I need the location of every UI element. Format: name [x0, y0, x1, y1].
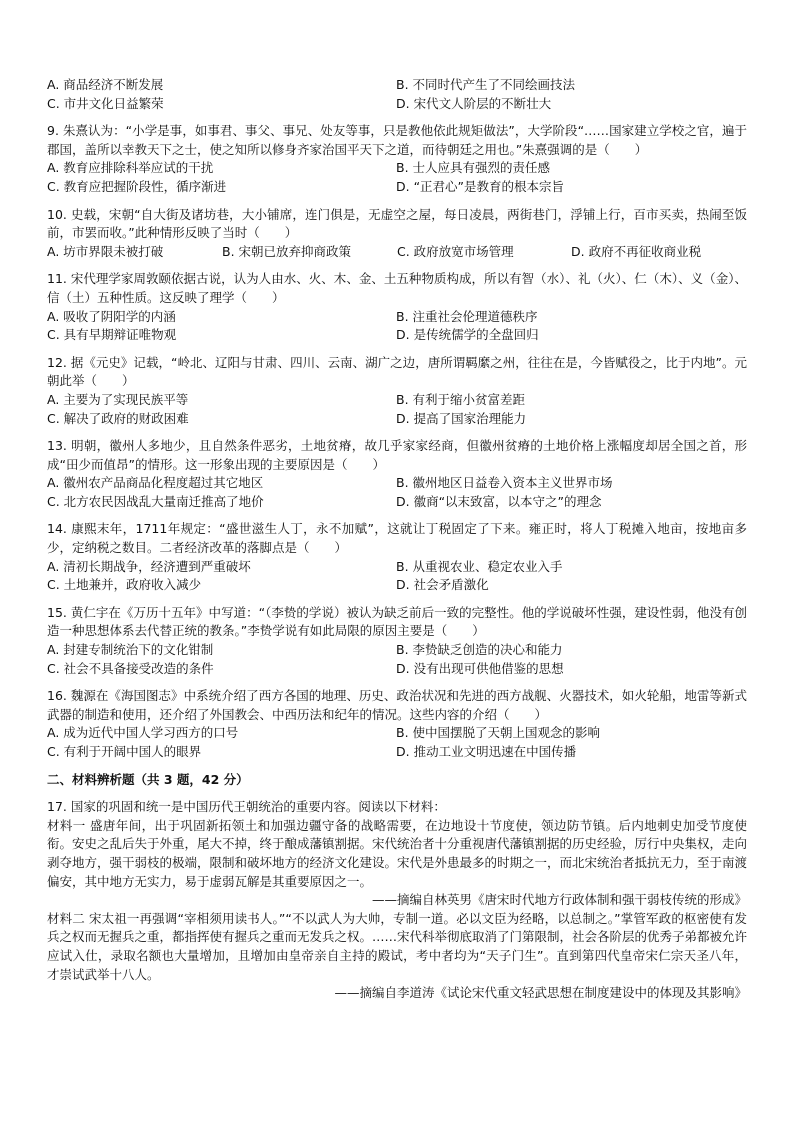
option-d: D. 提高了国家治理能力 — [396, 410, 527, 426]
option-a: A. 清初长期战争，经济遭到严重破坏 — [47, 558, 251, 574]
option-d: D. 社会矛盾激化 — [396, 577, 489, 593]
option-d: D. 政府不再征收商业税 — [571, 243, 702, 259]
option-b: B. 使中国摆脱了天朝上国观念的影响 — [396, 725, 601, 741]
option-a: A. 主要为了实现民族平等 — [47, 391, 189, 407]
option-d: D. “正君心”是教育的根本宗旨 — [396, 178, 565, 194]
question-stem: 17. 国家的巩固和统一是中国历代王朝统治的重要内容。阅读以下材料： — [47, 799, 446, 815]
question-11 — [47, 270, 747, 344]
option-b: B. 徽州地区日益卷入资本主义世界市场 — [396, 475, 613, 491]
option-a: A. 吸收了阴阳学的内涵 — [47, 308, 176, 324]
option-d: D. 没有出现可供他借鉴的思想 — [396, 660, 564, 676]
option-row — [47, 743, 747, 762]
material-2-source: ——摘编自李道涛《试论宋代重文轻武思想在制度建设中的体现及其影响》 — [334, 985, 747, 1001]
option-row — [47, 724, 747, 743]
option-c: C. 教育应把握阶段性，循序渐进 — [47, 178, 227, 194]
option-a: A. 成为近代中国人学习西方的口号 — [47, 725, 239, 741]
option-b: B. 宋朝已放弃抑商政策 — [222, 243, 352, 259]
option-b: B. 李贽缺乏创造的决心和能力 — [396, 642, 563, 658]
material-1: 材料一 盛唐年间，出于巩固新拓领土和加强边疆守备的战略需要，在边地设十节度使，领边防节镇。后内地刺史加受节度使衔。安史之乱后失于外重，尾大不掉，终于酿成藩镇割据。宋代统治者十分重视唐代藩镇割据的历史经验，厉行中央集权，走向剥夺地方，强干弱枝的极端，限制和破坏地方的经济文化建设。宋代是外患最多的时期之一，而北宋统治者抵抗无力，至于南渡偏安，其中地方无实力，易于虚弱瓦解是其重要原因之一。 — [47, 817, 748, 889]
question-stem: 9. 朱熹认为：“小学是事，如事君、事父、事兄、处友等事，只是教他依此规矩做法”，大学阶段“……国家建立学校之官，遍于郡国，盖所以幸教天下之士，使之知所以修身齐家治国平天下之道，而待朝廷之用也。”朱熹强调的是（ ） — [47, 123, 747, 157]
option-d: D. 徽商“以末致富，以本守之”的理念 — [396, 493, 602, 509]
question-13 — [47, 437, 747, 511]
question-stem: 12. 据《元史》记载，“岭北、辽阳与甘肃、四川、云南、湖广之边，唐所谓羁縻之州，往往在是，今皆赋役之，比于内地”。元朝此举（ ） — [47, 354, 747, 389]
option-a: A. 封建专制统治下的文化钳制 — [47, 642, 214, 658]
material-1-source: ——摘编自林英男《唐宋时代地方行政体制和强干弱枝传统的形成》 — [371, 892, 747, 908]
option-d: D. 是传统儒学的全盘回归 — [396, 327, 539, 343]
option-row — [47, 326, 747, 345]
question-stem: 10. 史载，宋朝“自大街及诸坊巷，大小铺席，连门俱是，无虚空之屋，每日凌晨，两街巷门，浮铺上行，百市买卖，热闹至饭前，市罢而收。”此种情形反映了当时（ ） — [47, 206, 747, 241]
question-stem: 15. 黄仁宇在《万历十五年》中写道：“（李贽的学说）被认为缺乏前后一致的完整性。他的学说破坏性强，建设性弱，他没有创造一种思想体系去代替正统的教条。”李贽学说有如此局限的原因主要是（ ） — [47, 604, 747, 639]
option-row — [47, 159, 747, 178]
question-stem: 14. 康熙末年，1711年规定：“盛世滋生人丁，永不加赋”，这就让丁税固定了下来。雍正时，将人丁税摊入地亩，按地亩多少，定纳税之数目。二者经济改革的落脚点是（ ） — [47, 521, 747, 556]
question-15 — [47, 604, 747, 678]
option-row — [47, 474, 747, 493]
option-c: C. 土地兼并，政府收入减少 — [47, 577, 202, 593]
question-stem: 11. 宋代理学家周敦颐依据古说，认为人由水、火、木、金、土五种物质构成，所以有智（水）、礼（火）、仁（木）、义（金）、信（土）五种性质。这反映了理学（ ） — [47, 271, 747, 305]
option-c: C. 社会不具备接受改造的条件 — [47, 660, 214, 676]
option-c: C. 具有早期辩证唯物观 — [47, 327, 177, 343]
question-10 — [47, 206, 747, 262]
option-b: B. 注重社会伦理道德秩序 — [396, 308, 538, 324]
option-row — [47, 410, 747, 429]
question-14 — [47, 520, 747, 594]
option-c: C. 政府放宽市场管理 — [397, 243, 514, 259]
exam-page — [47, 76, 747, 1003]
option-row — [47, 641, 747, 660]
option-a: A. 教育应排除科举应试的干扰 — [47, 160, 214, 176]
question-16 — [47, 687, 747, 761]
option-row — [47, 76, 747, 95]
option-b: B. 有利于缩小贫富差距 — [396, 391, 526, 407]
material-2: 材料二 宋太祖一再强调“宰相须用读书人。”“不以武人为大帅，专制一道。必以文臣为经略，以总制之。”掌管军政的枢密使有发兵之权而无握兵之重，都指挥使有握兵之重而无发兵之权。……宋代科举彻底取消了门第限制，社会各阶层的优秀子弟都被允许应试入仕，录取名额也大量增加，且增加由皇帝亲自主持的殿试，考中者均为“天子门生”。直到第四代皇帝宋仁宗天圣八年，才崇试武举十八人。 — [47, 910, 748, 982]
option-row — [47, 178, 747, 197]
option-row — [47, 660, 747, 679]
question-8-options-partial — [47, 76, 747, 113]
option-b: B. 士人应具有强烈的责任感 — [396, 160, 551, 176]
option-b: B. 不同时代产生了不同绘画技法 — [396, 77, 576, 92]
option-row — [47, 391, 747, 410]
option-c: C. 市井文化日益繁荣 — [47, 95, 164, 111]
option-a: A. 坊市界限未被打破 — [47, 243, 164, 259]
option-d: D. 宋代文人阶层的不断壮大 — [396, 95, 552, 111]
option-c: C. 解决了政府的财政困难 — [47, 410, 189, 426]
question-9 — [47, 122, 747, 196]
question-stem: 13. 明朝，徽州人多地少，且自然条件恶劣，土地贫瘠，故几乎家家经商，但徽州贫瘠的土地价格上涨幅度却居全国之首，形成“田少而值昂”的情形。这一形象出现的主要原因是（ ） — [47, 438, 747, 472]
option-c: C. 有利于开阔中国人的眼界 — [47, 744, 202, 759]
option-row — [47, 558, 747, 577]
option-row — [47, 243, 747, 262]
option-row — [47, 95, 747, 114]
option-d: D. 推动工业文明迅速在中国传播 — [396, 744, 577, 759]
option-c: C. 北方农民因战乱大量南迁推高了地价 — [47, 493, 264, 509]
question-12 — [47, 354, 747, 428]
question-stem: 16. 魏源在《海国图志》中系统介绍了西方各国的地理、历史、政治状况和先进的西方战舰、火器技术，如火轮船，地雷等新式武器的制造和使用，还介绍了外国教会、中西历法和纪年的情况。这些内容的介绍（ ） — [47, 688, 747, 722]
option-a: A. 徽州农产品商品化程度超过其它地区 — [47, 475, 264, 491]
option-a: A. 商品经济不断发展 — [47, 77, 164, 92]
option-row — [47, 576, 747, 595]
option-row — [47, 493, 747, 512]
section-heading: 二、材料辨析题（共 3 题，42 分） — [47, 771, 249, 787]
option-row — [47, 308, 747, 327]
option-b: B. 从重视农业、稳定农业入手 — [396, 558, 563, 574]
question-17 — [47, 798, 747, 1003]
